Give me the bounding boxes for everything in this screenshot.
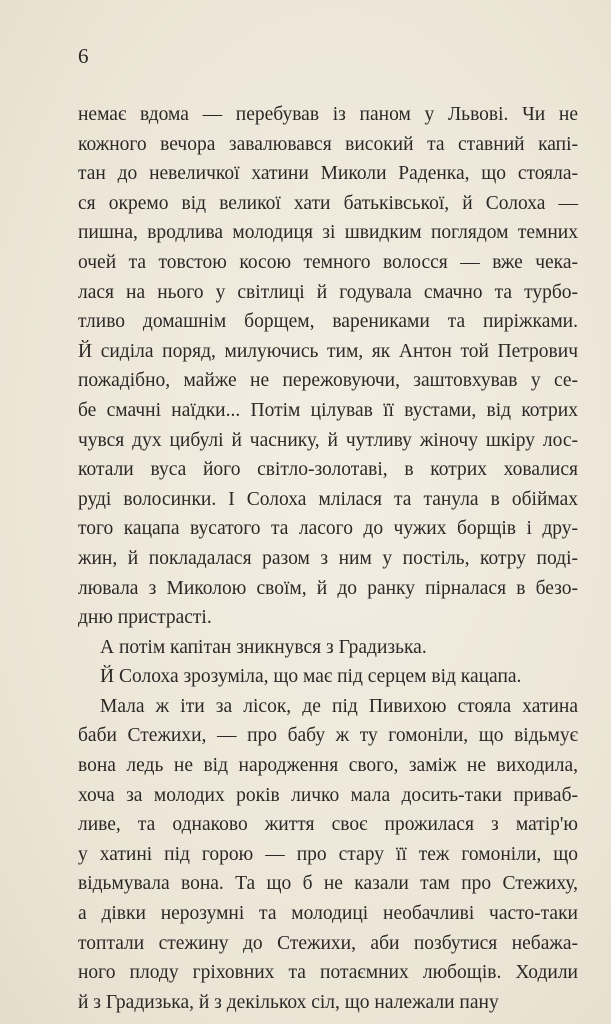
- text-line: немає вдома — перебував із паном у Львові. Чи не: [78, 104, 578, 125]
- text-line: Мала ж іти за лісок, де під Пивихою стояла хатина: [100, 695, 578, 717]
- text-line: очей та товстою косою темного волосся — вже чека-: [78, 251, 578, 273]
- text-line: А потім капітан зникнувся з Градизька.: [100, 636, 427, 658]
- text-line: тан до невеличкої хатини Миколи Раденка, що стояла-: [78, 163, 578, 185]
- text-line: пишна, вродлива молодиця зі швидким поглядом темних: [78, 222, 578, 244]
- text-line: ся окремо від великої хати батьківської, й Солоха —: [78, 192, 578, 214]
- paragraph: [78, 633, 578, 663]
- paragraph: [78, 662, 578, 692]
- text-line: лювала з Миколою своїм, й до ранку пірналася в безо-: [78, 577, 578, 599]
- page-number: 6: [78, 44, 89, 68]
- text-line: тливо домашнім борщем, варениками та пиріжками.: [78, 311, 578, 333]
- text-line: ного плоду гріховних та потаємних любощів. Ходили: [78, 962, 578, 984]
- text-line: топтали стежину до Стежихи, аби позбутися небажа-: [78, 932, 578, 954]
- text-line: Й сиділа поряд, милуючись тим, як Антон той Петрович: [78, 340, 578, 362]
- paragraph: [78, 100, 578, 633]
- text-line: того кацапа вусатого та ласого до чужих борщів і дру-: [78, 518, 578, 540]
- text-line: бе смачні наїдки... Потім цілував її вустами, від котрих: [78, 399, 578, 421]
- text-line: котали вуса його світло-золотаві, в котрих ховалися: [78, 459, 578, 481]
- text-line: й з Градизька, й з декількох сіл, що належали пану: [78, 991, 499, 1013]
- text-line: вона ледь не від народження свого, заміж не виходила,: [78, 755, 578, 777]
- text-line: Й Солоха зрозуміла, що має під серцем від кацапа.: [100, 666, 522, 688]
- text-line: у хатині під горою — про стару її теж гомоніли, що: [78, 843, 578, 865]
- text-line: відьмувала вона. Та що б не казали там про Стежиху,: [78, 873, 578, 895]
- text-line: жин, й покладалася разом з ним у постіль, котру поді-: [78, 547, 578, 569]
- text-line: руді волосинки. І Солоха млілася та танула в обіймах: [78, 488, 578, 510]
- text-line: пожадібно, майже не пережовуючи, заштовхував у се-: [78, 370, 578, 392]
- text-line: кожного вечора завалювався високий та ставний капі-: [78, 133, 578, 155]
- text-line: баби Стежихи, — про бабу ж ту гомоніли, що відьмує: [78, 725, 578, 747]
- paragraph: [78, 692, 578, 1018]
- text-line: ливе, та однаково життя своє прожилася з матір'ю: [78, 814, 578, 836]
- text-line: а дівки нерозумні та молодиці необачливі часто-таки: [78, 903, 578, 925]
- text-line: лася на нього у світлиці й годувала смачно та турбо-: [78, 281, 578, 303]
- text-line: дню пристрасті.: [78, 607, 212, 629]
- body-text: [78, 100, 578, 1017]
- text-line: чувся дух цибулі й часнику, й чутливу жіночу шкіру лос-: [78, 429, 578, 451]
- text-line: хоча за молодих років личко мала досить-таки приваб-: [78, 784, 578, 806]
